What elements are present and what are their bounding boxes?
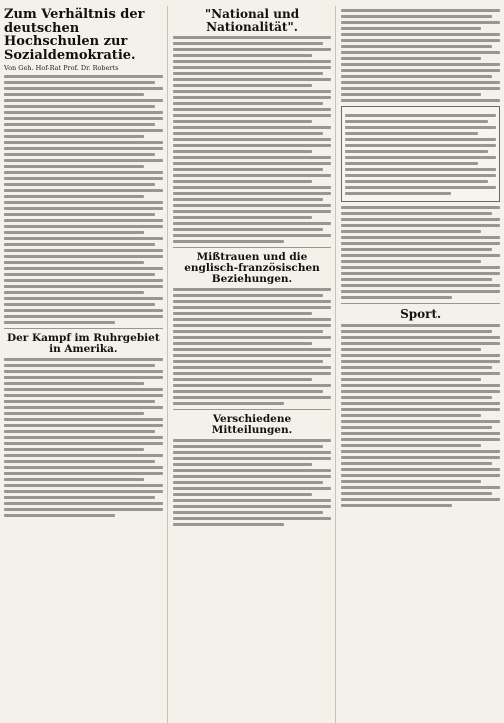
left-headline: Zum Verhältnis der deutschen Hochschulen zur Sozialdemokratie. <box>4 7 145 63</box>
left-byline: Von Geh. Hof-Rat Prof. Dr. Roberts <box>4 63 119 72</box>
right-boxed-notice <box>341 106 500 202</box>
column-right <box>341 6 500 723</box>
middle-body-1 <box>173 36 332 243</box>
left-body-1 <box>4 75 163 324</box>
column-middle <box>173 6 337 723</box>
middle-body-2 <box>173 288 332 405</box>
column-left <box>4 6 168 723</box>
middle-headline: "National und Nationalität". <box>204 7 300 34</box>
right-body-3 <box>341 324 500 507</box>
middle-headline-2: Mißtrauen und die englisch-französischen Beziehungen. <box>184 251 320 286</box>
middle-headline-3: Verschiedene Mitteilungen. <box>211 413 293 437</box>
left-body-2 <box>4 358 163 517</box>
right-headline-sport: Sport. <box>400 307 442 321</box>
right-body-2 <box>341 206 500 299</box>
middle-body-3 <box>173 439 332 526</box>
right-body-1 <box>341 9 500 102</box>
columns <box>4 6 500 723</box>
left-headline-2: Der Kampf im Ruhrgebiet in Amerika. <box>6 332 160 356</box>
